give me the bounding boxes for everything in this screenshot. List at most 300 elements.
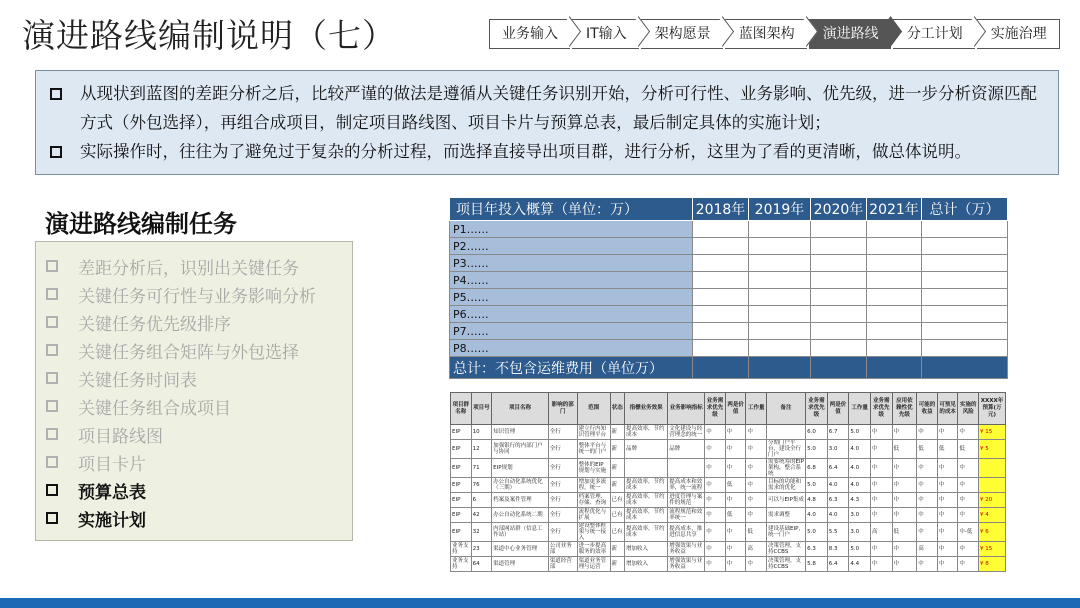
detail-cell: 中 — [917, 557, 938, 572]
detail-cell: 低 — [937, 440, 958, 459]
detail-cell: 中 — [870, 478, 892, 493]
task-item — [46, 476, 352, 504]
detail-cell: 中 — [917, 478, 938, 493]
detail-cell: 中 — [870, 508, 892, 523]
bottom-bar — [0, 598, 1080, 608]
detail-cell: 中 — [892, 478, 917, 493]
budget-cell[interactable] — [693, 255, 749, 272]
detail-row — [451, 557, 1006, 572]
detail-cell: 建设基础EIP，统一门户 — [766, 523, 805, 542]
detail-cell: 渠道经营部 — [548, 557, 577, 572]
detail-table — [450, 392, 1006, 572]
detail-cell: 中 — [937, 542, 958, 557]
detail-row — [451, 542, 1006, 557]
detail-cell: 中 — [892, 425, 917, 440]
detail-cell: 中 — [705, 478, 726, 493]
detail-cell: 中 — [958, 557, 979, 572]
detail-cell: 中 — [705, 542, 726, 557]
detail-cell: 中 — [958, 542, 979, 557]
detail-cell: 低 — [892, 523, 917, 542]
detail-cell: 中 — [958, 425, 979, 440]
detail-cell: 71 — [471, 459, 492, 478]
budget-cell[interactable] — [749, 272, 811, 289]
detail-cell: ¥ 4 — [978, 508, 1005, 523]
checkbox-icon — [46, 428, 58, 440]
detail-cell: 高 — [917, 542, 938, 557]
budget-row-label: P8…… — [450, 340, 693, 357]
budget-cell[interactable] — [811, 255, 867, 272]
detail-cell: 中 — [746, 440, 767, 459]
budget-cell[interactable] — [867, 306, 922, 323]
detail-cell: 提高效率，节约成本 — [624, 478, 667, 493]
detail-cell: 中 — [892, 557, 917, 572]
task-label: 项目路线图 — [78, 426, 163, 447]
detail-cell: 5.0 — [849, 542, 871, 557]
step-5[interactable]: 演进路线 — [809, 19, 891, 49]
detail-cell: ¥ 5 — [978, 440, 1005, 459]
detail-cell: 增强效果与业务收益 — [668, 557, 705, 572]
detail-cell: 5.0 — [849, 425, 871, 440]
budget-cell[interactable] — [693, 340, 749, 357]
budget-cell[interactable] — [749, 255, 811, 272]
detail-cell: 提高效率，节约成本 — [624, 493, 667, 508]
detail-cell: 中 — [705, 440, 726, 459]
step-6[interactable]: 分工计划 — [893, 19, 975, 49]
detail-cell: EIP规划 — [492, 459, 549, 478]
detail-cell — [978, 478, 1005, 493]
detail-cell: 分期门户平台，建设全行门户 — [766, 440, 805, 459]
budget-cell[interactable] — [749, 340, 811, 357]
budget-cell[interactable] — [693, 289, 749, 306]
checkbox-icon — [46, 456, 58, 468]
task-item — [46, 308, 352, 336]
detail-cell: 高 — [870, 523, 892, 542]
budget-cell[interactable] — [867, 323, 922, 340]
detail-cell: 文化建设与经营理念的统一 — [668, 425, 705, 440]
budget-cell[interactable] — [811, 323, 867, 340]
checkbox-icon — [46, 316, 58, 328]
note-item — [48, 79, 1048, 137]
detail-cell: 中 — [892, 508, 917, 523]
detail-cell: ¥ 6 — [978, 523, 1005, 542]
detail-header: 项目号 — [471, 393, 492, 425]
detail-cell: 中 — [870, 425, 892, 440]
detail-header: 实施的风险 — [958, 393, 979, 425]
detail-header: 业务需求优先级 — [870, 393, 892, 425]
detail-cell: 全行 — [548, 425, 577, 440]
detail-cell: 4.0 — [849, 459, 871, 478]
budget-cell[interactable] — [693, 221, 749, 238]
detail-cell: 中 — [705, 425, 726, 440]
step-7[interactable]: 实施治理 — [977, 19, 1060, 49]
budget-cell[interactable] — [693, 272, 749, 289]
detail-cell: 4.0 — [849, 478, 871, 493]
budget-cell[interactable] — [749, 221, 811, 238]
budget-cell[interactable] — [811, 289, 867, 306]
detail-cell: 3.0 — [849, 523, 871, 542]
budget-cell[interactable] — [867, 340, 922, 357]
detail-cell: 中 — [870, 493, 892, 508]
step-1[interactable]: 业务输入 — [489, 19, 570, 49]
detail-cell: 64 — [471, 557, 492, 572]
detail-cell: 品牌 — [668, 440, 705, 459]
budget-cell[interactable] — [922, 255, 1008, 272]
budget-cell[interactable] — [749, 238, 811, 255]
detail-header: 两是价值 — [725, 393, 746, 425]
budget-row — [450, 255, 1008, 272]
detail-cell: 6 — [471, 493, 492, 508]
detail-cell: 中 — [705, 557, 726, 572]
detail-cell: 整体平台与统一的门户 — [577, 440, 610, 459]
detail-cell: 中 — [705, 493, 726, 508]
detail-cell: 4.8 — [806, 493, 828, 508]
detail-cell: 加强银行的内部门户与协同 — [492, 440, 549, 459]
detail-cell — [766, 425, 805, 440]
detail-cell: 中 — [725, 425, 746, 440]
task-item — [46, 420, 352, 448]
detail-cell: 需要统筹的EIP架构，整合系统 — [767, 459, 804, 477]
budget-cell[interactable] — [922, 221, 1008, 238]
detail-cell: 办公自动化系统二期 — [492, 508, 549, 523]
budget-cell[interactable] — [811, 306, 867, 323]
budget-header: 2021年 — [867, 198, 922, 221]
detail-cell: 建立行内知识管理平台 — [577, 425, 610, 440]
budget-cell[interactable] — [867, 272, 922, 289]
detail-cell: 5.0 — [806, 440, 828, 459]
notes-panel — [35, 70, 1059, 175]
task-item — [46, 252, 352, 280]
budget-cell[interactable] — [811, 221, 867, 238]
detail-header: 项目名称 — [492, 393, 549, 425]
detail-cell: 中 — [958, 478, 979, 493]
detail-cell: 内部网站群（信息工作站） — [492, 523, 549, 542]
budget-total-cell — [811, 357, 867, 379]
detail-cell: 4.3 — [849, 493, 871, 508]
detail-cell: 中 — [746, 459, 767, 478]
detail-cell: 中 — [870, 542, 892, 557]
detail-cell: 全行 — [548, 493, 577, 508]
budget-header: 项目年投入概算（单位：万） — [450, 198, 693, 221]
detail-cell: EIP — [451, 459, 472, 478]
detail-cell: 6.8 — [806, 459, 828, 478]
detail-header: 备注 — [766, 393, 805, 425]
detail-cell: 中 — [725, 493, 746, 508]
detail-cell: 档案管理、存储、查询 — [577, 493, 610, 508]
detail-header: 应用依赖性优先级 — [892, 393, 917, 425]
budget-cell[interactable] — [749, 306, 811, 323]
detail-cell: 中 — [705, 523, 726, 542]
detail-cell: 中 — [746, 508, 767, 523]
budget-cell[interactable] — [811, 340, 867, 357]
task-item — [46, 336, 352, 364]
note-text: 实际操作时，往往为了避免过于复杂的分析过程，而选择直接导出项目群，进行分析，这里为了看的更清晰，做总体说明。 — [80, 142, 971, 161]
budget-row — [450, 306, 1008, 323]
budget-cell[interactable] — [693, 323, 749, 340]
detail-cell: 中 — [725, 440, 746, 459]
detail-cell: 中 — [725, 459, 746, 478]
detail-cell: 需求调整 — [766, 508, 805, 523]
checkbox-icon — [46, 512, 58, 524]
detail-cell: 中 — [937, 557, 958, 572]
budget-cell[interactable] — [749, 289, 811, 306]
budget-cell[interactable] — [693, 238, 749, 255]
detail-row — [451, 508, 1006, 523]
budget-total-cell — [693, 357, 749, 379]
detail-cell: 5.8 — [806, 557, 828, 572]
detail-cell: 已有 — [610, 523, 624, 542]
detail-header: 影响的部门 — [548, 393, 577, 425]
detail-cell: 中 — [958, 508, 979, 523]
detail-cell: 6.7 — [827, 425, 849, 440]
detail-cell: 中-低 — [958, 523, 979, 542]
detail-cell: 4.0 — [806, 508, 828, 523]
detail-cell: 中 — [892, 493, 917, 508]
detail-cell: 渠道中心业务管理 — [492, 542, 549, 557]
detail-cell: 新 — [610, 557, 624, 572]
budget-cell[interactable] — [867, 238, 922, 255]
task-item — [46, 448, 352, 476]
detail-cell: 低 — [892, 440, 917, 459]
detail-row — [451, 523, 1006, 542]
detail-cell: 新 — [610, 459, 624, 478]
budget-cell[interactable] — [922, 340, 1008, 357]
detail-cell: 3.0 — [849, 508, 871, 523]
note-item — [48, 137, 1048, 166]
budget-row — [450, 323, 1008, 340]
detail-cell: 32 — [471, 523, 492, 542]
detail-cell: 中 — [937, 425, 958, 440]
detail-cell: 中 — [746, 493, 767, 508]
detail-cell: 提高成本和效率，统一流程 — [668, 478, 705, 493]
detail-cell: 高 — [746, 542, 767, 557]
budget-cell[interactable] — [922, 272, 1008, 289]
process-steps — [489, 19, 1062, 49]
budget-cell[interactable] — [867, 221, 922, 238]
budget-cell[interactable] — [922, 306, 1008, 323]
detail-cell: 中 — [917, 508, 938, 523]
detail-cell: ¥ 15 — [978, 425, 1005, 440]
detail-cell: 提高效率，节约成本 — [624, 508, 667, 523]
detail-cell: 5.5 — [827, 523, 849, 542]
detail-row — [451, 493, 1006, 508]
budget-cell[interactable] — [811, 272, 867, 289]
detail-header: 可预见的成本 — [937, 393, 958, 425]
detail-cell: 5.0 — [806, 523, 828, 542]
detail-cell: 中 — [892, 542, 917, 557]
budget-cell[interactable] — [693, 306, 749, 323]
detail-cell: 已有 — [610, 508, 624, 523]
detail-cell: 中 — [746, 425, 767, 440]
detail-cell: 中 — [917, 493, 938, 508]
budget-total-cell — [867, 357, 922, 379]
detail-cell: 中 — [705, 508, 726, 523]
task-label: 关键任务可行性与业务影响分析 — [78, 286, 316, 307]
checkbox-icon — [46, 260, 58, 272]
detail-cell: ¥ 15 — [978, 542, 1005, 557]
step-3[interactable]: 架构愿景 — [641, 19, 723, 49]
detail-header: 业务需求优先级 — [806, 393, 828, 425]
detail-cell: 23 — [471, 542, 492, 557]
detail-cell: 4.0 — [849, 440, 871, 459]
task-label: 关键任务优先级排序 — [78, 314, 231, 335]
detail-cell: 4.4 — [849, 557, 871, 572]
detail-header: 两是价值 — [827, 393, 849, 425]
detail-cell: 新 — [610, 440, 624, 459]
note-text: 从现状到蓝图的差距分析之后，比较严谨的做法是遵循从关键任务识别开始，分析可行性、业务影响、优先级，进一步分析资源匹配方式（外包选择），再组合成项目，制定项目路线图、项目卡片与预算总表，最后制定具体的实施计划； — [80, 84, 1037, 132]
detail-cell: ¥ 8 — [978, 557, 1005, 572]
detail-cell: 中 — [937, 508, 958, 523]
page-title: 演进路线编制说明（七） — [22, 16, 396, 55]
budget-total-label: 总计：不包含运维费用（单位万） — [450, 357, 693, 379]
detail-cell: 中 — [746, 557, 767, 572]
detail-row — [451, 440, 1006, 459]
detail-cell: 中 — [958, 459, 979, 478]
detail-cell: EIP — [451, 493, 472, 508]
detail-cell: 中 — [917, 459, 938, 478]
detail-cell: 决策管理，支持CCBS — [766, 557, 805, 572]
detail-cell: 6.3 — [827, 493, 849, 508]
detail-table-panel — [450, 392, 1006, 582]
detail-cell: 8.3 — [827, 542, 849, 557]
checkbox-icon — [46, 344, 58, 356]
detail-cell: 中 — [937, 459, 958, 478]
detail-cell: 中 — [870, 557, 892, 572]
detail-cell: 办公自动化系统优化（三期） — [492, 478, 549, 493]
detail-cell: 6.3 — [806, 542, 828, 557]
detail-cell: EIP — [451, 478, 472, 493]
detail-cell: 档案及案件管理 — [492, 493, 549, 508]
detail-cell: 低 — [746, 523, 767, 542]
detail-cell: 全行 — [548, 523, 577, 542]
budget-cell[interactable] — [922, 289, 1008, 306]
detail-cell: 42 — [471, 508, 492, 523]
detail-cell: 知识管理 — [492, 425, 549, 440]
detail-cell: 进一步提高服务的效率 — [577, 542, 610, 557]
detail-cell: 渠道业务管理与运营 — [577, 557, 610, 572]
detail-cell: EIP — [451, 425, 472, 440]
task-label: 预算总表 — [78, 482, 146, 503]
detail-cell: 10 — [471, 425, 492, 440]
budget-row-label: P5…… — [450, 289, 693, 306]
budget-row-label: P3…… — [450, 255, 693, 272]
task-label: 关键任务时间表 — [78, 370, 197, 391]
detail-row — [451, 459, 1006, 478]
step-4[interactable]: 蓝图架构 — [725, 19, 807, 49]
detail-cell: 目标的功能和需求的优化 — [766, 478, 805, 493]
detail-cell: 5.0 — [806, 478, 828, 493]
detail-cell: 全行 — [548, 478, 577, 493]
detail-cell: 中 — [705, 459, 726, 478]
budget-row — [450, 289, 1008, 306]
detail-cell: 增加收入 — [624, 557, 667, 572]
detail-cell: 中 — [937, 523, 958, 542]
detail-cell: 新 — [610, 478, 624, 493]
detail-cell: 公司业务部 — [548, 542, 577, 557]
budget-cell[interactable] — [922, 323, 1008, 340]
detail-cell: 中 — [937, 478, 958, 493]
detail-cell: 低 — [958, 440, 979, 459]
detail-cell: 6.4 — [827, 557, 849, 572]
detail-cell: 新 — [610, 425, 624, 440]
detail-header: XXXX年预算(万元) — [978, 393, 1005, 425]
detail-cell: 已有 — [610, 493, 624, 508]
task-label: 差距分析后，识别出关键任务 — [78, 258, 299, 279]
budget-row-label: P2…… — [450, 238, 693, 255]
detail-cell: 决策管理，支持CCBS — [766, 542, 805, 557]
budget-cell[interactable] — [867, 255, 922, 272]
detail-cell — [978, 459, 1005, 478]
detail-cell — [668, 459, 705, 478]
checkbox-icon — [46, 372, 58, 384]
budget-row-label: P6…… — [450, 306, 693, 323]
detail-cell: 低 — [725, 508, 746, 523]
budget-row — [450, 221, 1008, 238]
detail-cell: 全行 — [548, 459, 577, 478]
budget-row — [450, 272, 1008, 289]
detail-header: 状态 — [610, 393, 624, 425]
budget-row-label: P1…… — [450, 221, 693, 238]
detail-cell: 全行 — [548, 508, 577, 523]
detail-cell: 中 — [917, 523, 938, 542]
detail-cell: 整体的EIP规划与实施 — [577, 459, 610, 478]
detail-cell: 3.0 — [827, 440, 849, 459]
detail-cell: 中 — [725, 542, 746, 557]
detail-header: 指標业务效果 — [624, 393, 667, 425]
detail-cell: 中 — [937, 493, 958, 508]
detail-cell: 中 — [870, 440, 892, 459]
detail-cell: 4.0 — [827, 478, 849, 493]
detail-cell: 可以与EIP集成 — [766, 493, 805, 508]
detail-cell: 增强效果与业务收益 — [668, 542, 705, 557]
detail-cell: EIP — [451, 440, 472, 459]
task-label: 关键任务组合矩阵与外包选择 — [78, 342, 299, 363]
budget-row-label: P4…… — [450, 272, 693, 289]
detail-row — [451, 478, 1006, 493]
detail-cell: EIP — [451, 523, 472, 542]
detail-cell: 提高成本，推进信息共享 — [668, 523, 705, 542]
detail-cell: 业务支持 — [451, 542, 472, 557]
detail-cell: 中 — [917, 425, 938, 440]
checkbox-icon — [50, 88, 62, 100]
budget-cell[interactable] — [867, 289, 922, 306]
task-label: 实施计划 — [78, 510, 146, 531]
detail-cell: ¥ 20 — [978, 493, 1005, 508]
detail-row — [451, 425, 1006, 440]
budget-cell[interactable] — [749, 323, 811, 340]
budget-header: 2019年 — [749, 198, 811, 221]
task-label: 关键任务组合成项目 — [78, 398, 231, 419]
budget-total-row — [450, 357, 1008, 379]
detail-cell: 进度管理与案件的规范 — [668, 493, 705, 508]
task-item — [46, 392, 352, 420]
detail-header: 业务需求优先级 — [705, 393, 726, 425]
budget-row-label: P7…… — [450, 323, 693, 340]
detail-cell: 中 — [725, 557, 746, 572]
detail-cell: 6.0 — [806, 425, 828, 440]
checkbox-icon — [50, 146, 62, 158]
detail-header: 业务影响指标 — [668, 393, 705, 425]
budget-cell[interactable] — [922, 238, 1008, 255]
detail-cell: EIP — [451, 508, 472, 523]
detail-cell: 低 — [725, 478, 746, 493]
step-2[interactable]: IT输入 — [572, 19, 639, 49]
detail-cell: 增加收入 — [624, 542, 667, 557]
detail-cell: 业务支持 — [451, 557, 472, 572]
budget-cell[interactable] — [811, 238, 867, 255]
detail-cell: 增加更多流程，统一 — [577, 478, 610, 493]
checkbox-icon — [46, 288, 58, 300]
budget-row — [450, 340, 1008, 357]
